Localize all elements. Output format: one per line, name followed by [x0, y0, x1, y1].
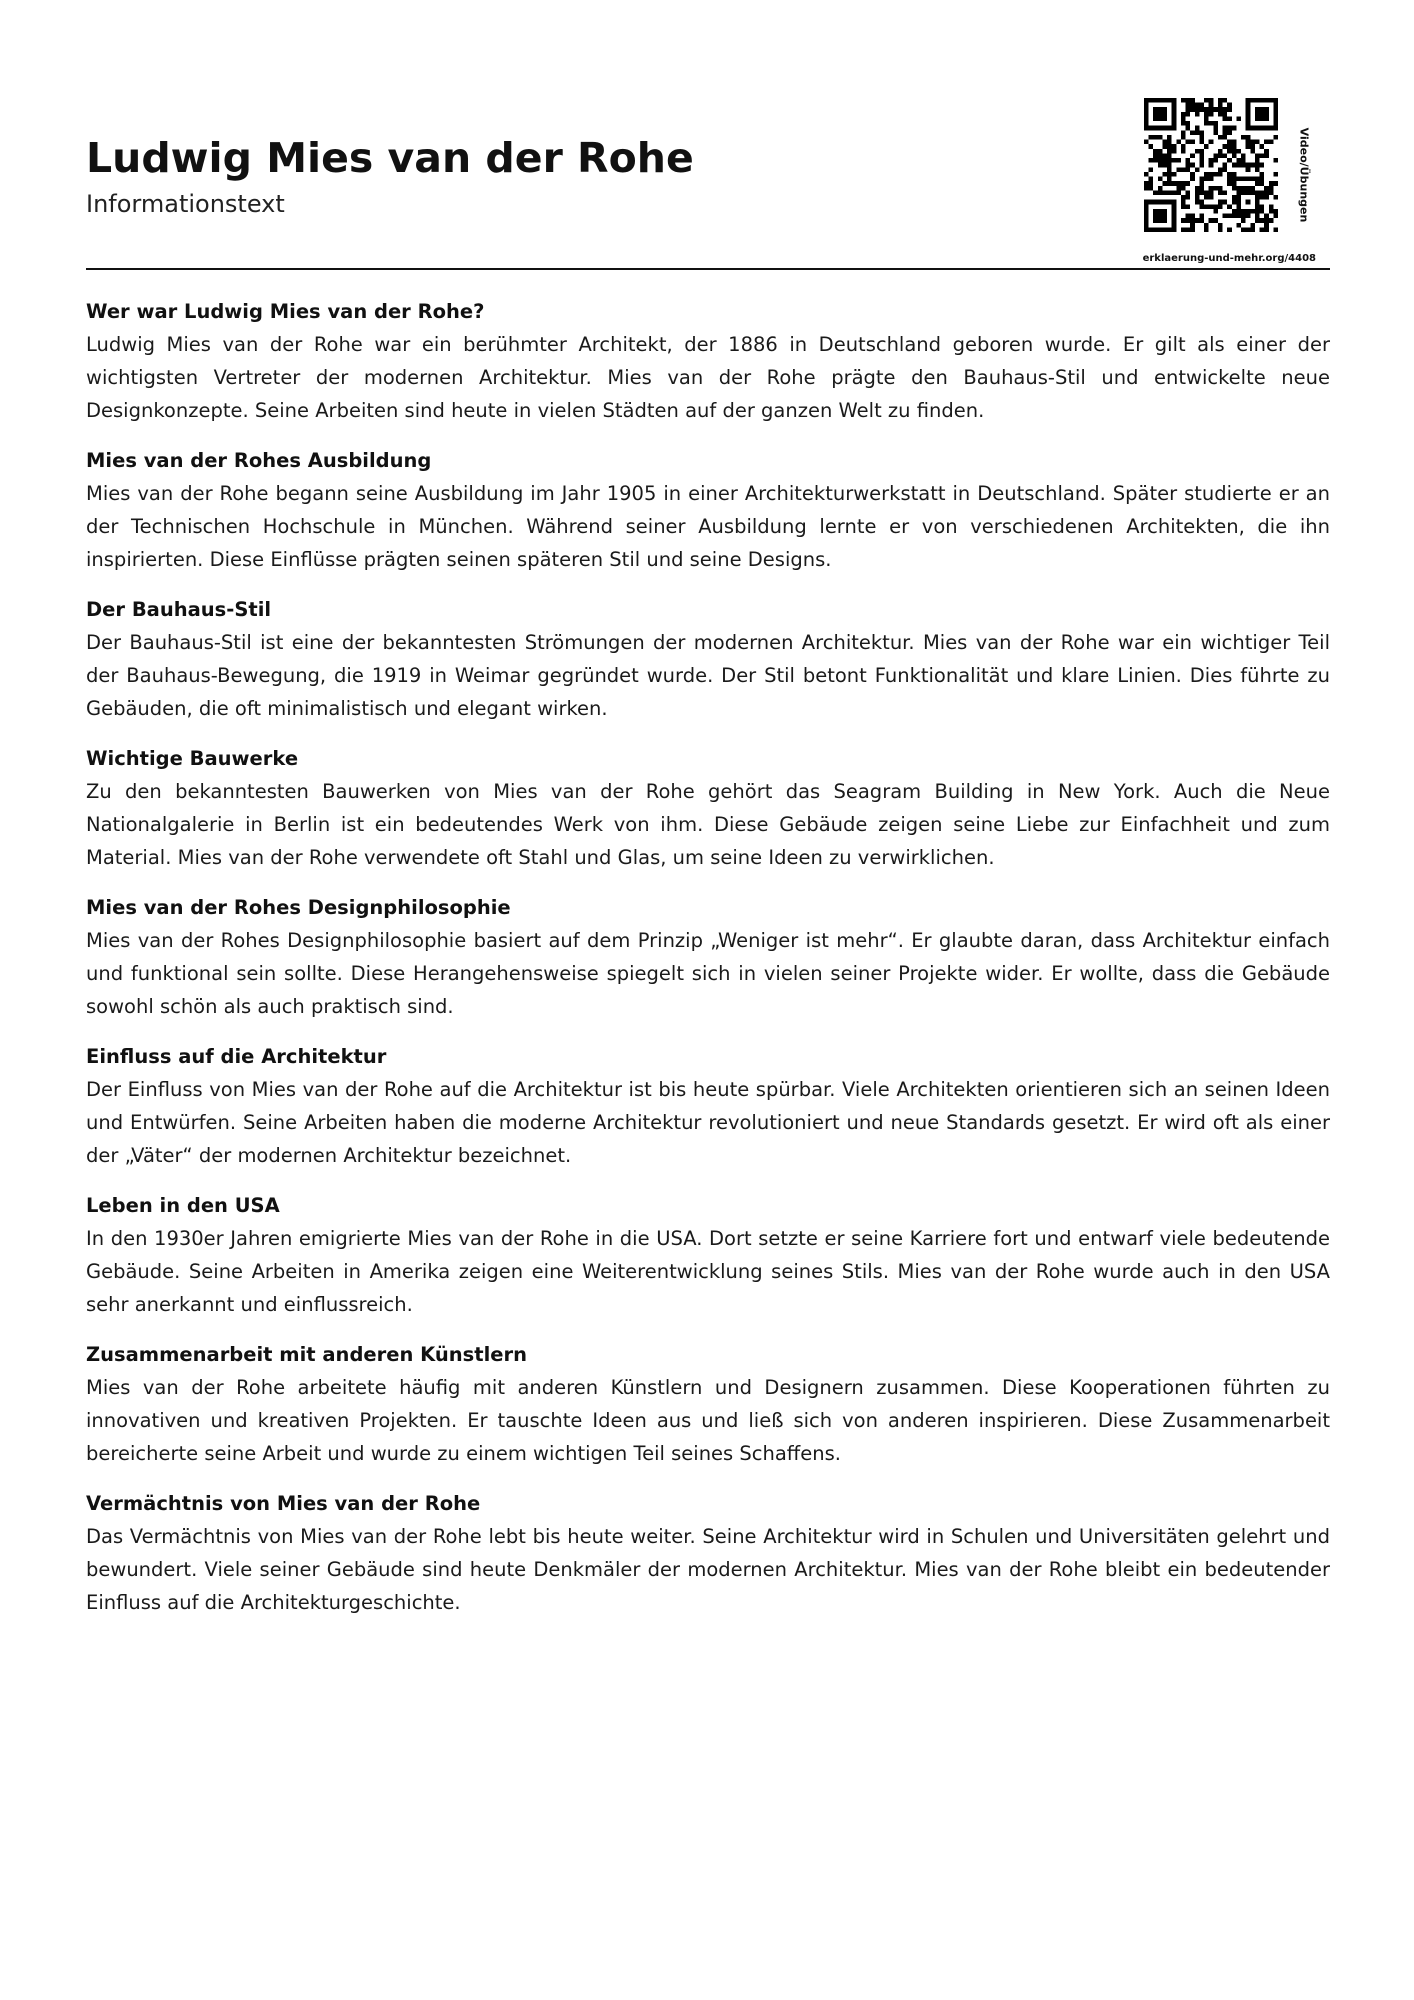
section-vermaechtnis	[86, 1487, 1330, 1619]
qr-code-icon[interactable]	[1144, 98, 1278, 232]
section-text: Mies van der Rohe begann seine Ausbildung im Jahr 1905 in einer Architekturwerkstatt in Deutschland. Später studierte er an der Technischen Hochschule in München. Während seiner Ausbildung lernte er von verschiedenen Architekten, die ihn inspirierten. Diese Einflüsse prägten seinen späteren Stil und seine Designs.	[86, 482, 1330, 571]
video-exercises-label: Video/Übungen	[1297, 127, 1311, 223]
section-usa	[86, 1189, 1330, 1321]
section-text: Der Einfluss von Mies van der Rohe auf die Architektur ist bis heute spürbar. Viele Architekten orientieren sich an seinen Ideen und Entwürfen. Seine Arbeiten haben die moderne Architektur revolutioniert und neue Standards gesetzt. Er wird oft als einer der „Väter“ der modernen Architektur bezeichnet.	[86, 1078, 1330, 1167]
section-text: Der Bauhaus-Stil ist eine der bekanntesten Strömungen der modernen Architektur. Mies van der Rohe war ein wichtiger Teil der Bauhaus-Bewegung, die 1919 in Weimar gegründet wurde. Der Stil betont Funktionalität und klare Linien. Dies führte zu Gebäuden, die oft minimalistisch und elegant wirken.	[86, 631, 1330, 720]
header-divider	[86, 268, 1330, 270]
section-heading: Mies van der Rohes Ausbildung	[86, 449, 432, 472]
document-body	[86, 295, 1330, 1636]
page-subtitle: Informationstext	[86, 190, 285, 218]
section-text: Mies van der Rohes Designphilosophie basiert auf dem Prinzip „Weniger ist mehr“. Er glaubte daran, dass Architektur einfach und funktional sein sollte. Diese Herangehensweise spiegelt sich in vielen seiner Projekte wider. Er wollte, dass die Gebäude sowohl schön als auch praktisch sind.	[86, 929, 1330, 1018]
page-title: Ludwig Mies van der Rohe	[86, 134, 694, 182]
section-wer-war	[86, 295, 1330, 427]
section-heading: Wer war Ludwig Mies van der Rohe?	[86, 300, 485, 323]
section-einfluss	[86, 1040, 1330, 1172]
section-text: In den 1930er Jahren emigrierte Mies van der Rohe in die USA. Dort setzte er seine Karriere fort und entwarf viele bedeutende Gebäude. Seine Arbeiten in Amerika zeigen eine Weiterentwicklung seines Stils. Mies van der Rohe wurde auch in den USA sehr anerkannt und einflussreich.	[86, 1227, 1330, 1316]
section-heading: Mies van der Rohes Designphilosophie	[86, 896, 511, 919]
section-heading: Einfluss auf die Architektur	[86, 1045, 387, 1068]
section-heading: Der Bauhaus-Stil	[86, 598, 272, 621]
section-text: Das Vermächtnis von Mies van der Rohe lebt bis heute weiter. Seine Architektur wird in Schulen und Universitäten gelehrt und bewundert. Viele seiner Gebäude sind heute Denkmäler der modernen Architektur. Mies van der Rohe bleibt ein bedeutender Einfluss auf die Architekturgeschichte.	[86, 1525, 1330, 1614]
section-zusammenarbeit	[86, 1338, 1330, 1470]
section-text: Ludwig Mies van der Rohe war ein berühmter Architekt, der 1886 in Deutschland geboren wurde. Er gilt als einer der wichtigsten Vertreter der modernen Architektur. Mies van der Rohe prägte den Bauhaus-Stil und entwickelte neue Designkonzepte. Seine Arbeiten sind heute in vielen Städten auf der ganzen Welt zu finden.	[86, 333, 1330, 422]
section-designphilosophie	[86, 891, 1330, 1023]
page-header	[86, 90, 1330, 270]
section-bauhaus-stil	[86, 593, 1330, 725]
section-text: Zu den bekanntesten Bauwerken von Mies van der Rohe gehört das Seagram Building in New York. Auch die Neue Nationalgalerie in Berlin ist ein bedeutendes Werk von ihm. Diese Gebäude zeigen seine Liebe zur Einfachheit und zum Material. Mies van der Rohe verwendete oft Stahl und Glas, um seine Ideen zu verwirklichen.	[86, 780, 1330, 869]
section-heading: Zusammenarbeit mit anderen Künstlern	[86, 1343, 528, 1366]
section-ausbildung	[86, 444, 1330, 576]
section-heading: Leben in den USA	[86, 1194, 280, 1217]
section-heading: Vermächtnis von Mies van der Rohe	[86, 1492, 481, 1515]
section-heading: Wichtige Bauwerke	[86, 747, 299, 770]
section-text: Mies van der Rohe arbeitete häufig mit anderen Künstlern und Designern zusammen. Diese Kooperationen führten zu innovativen und kreativen Projekten. Er tauschte Ideen aus und ließ sich von anderen inspirieren. Diese Zusammenarbeit bereicherte seine Arbeit und wurde zu einem wichtigen Teil seines Schaffens.	[86, 1376, 1330, 1465]
section-bauwerke	[86, 742, 1330, 874]
qr-url-link[interactable]: erklaerung-und-mehr.org/4408	[1142, 253, 1316, 264]
